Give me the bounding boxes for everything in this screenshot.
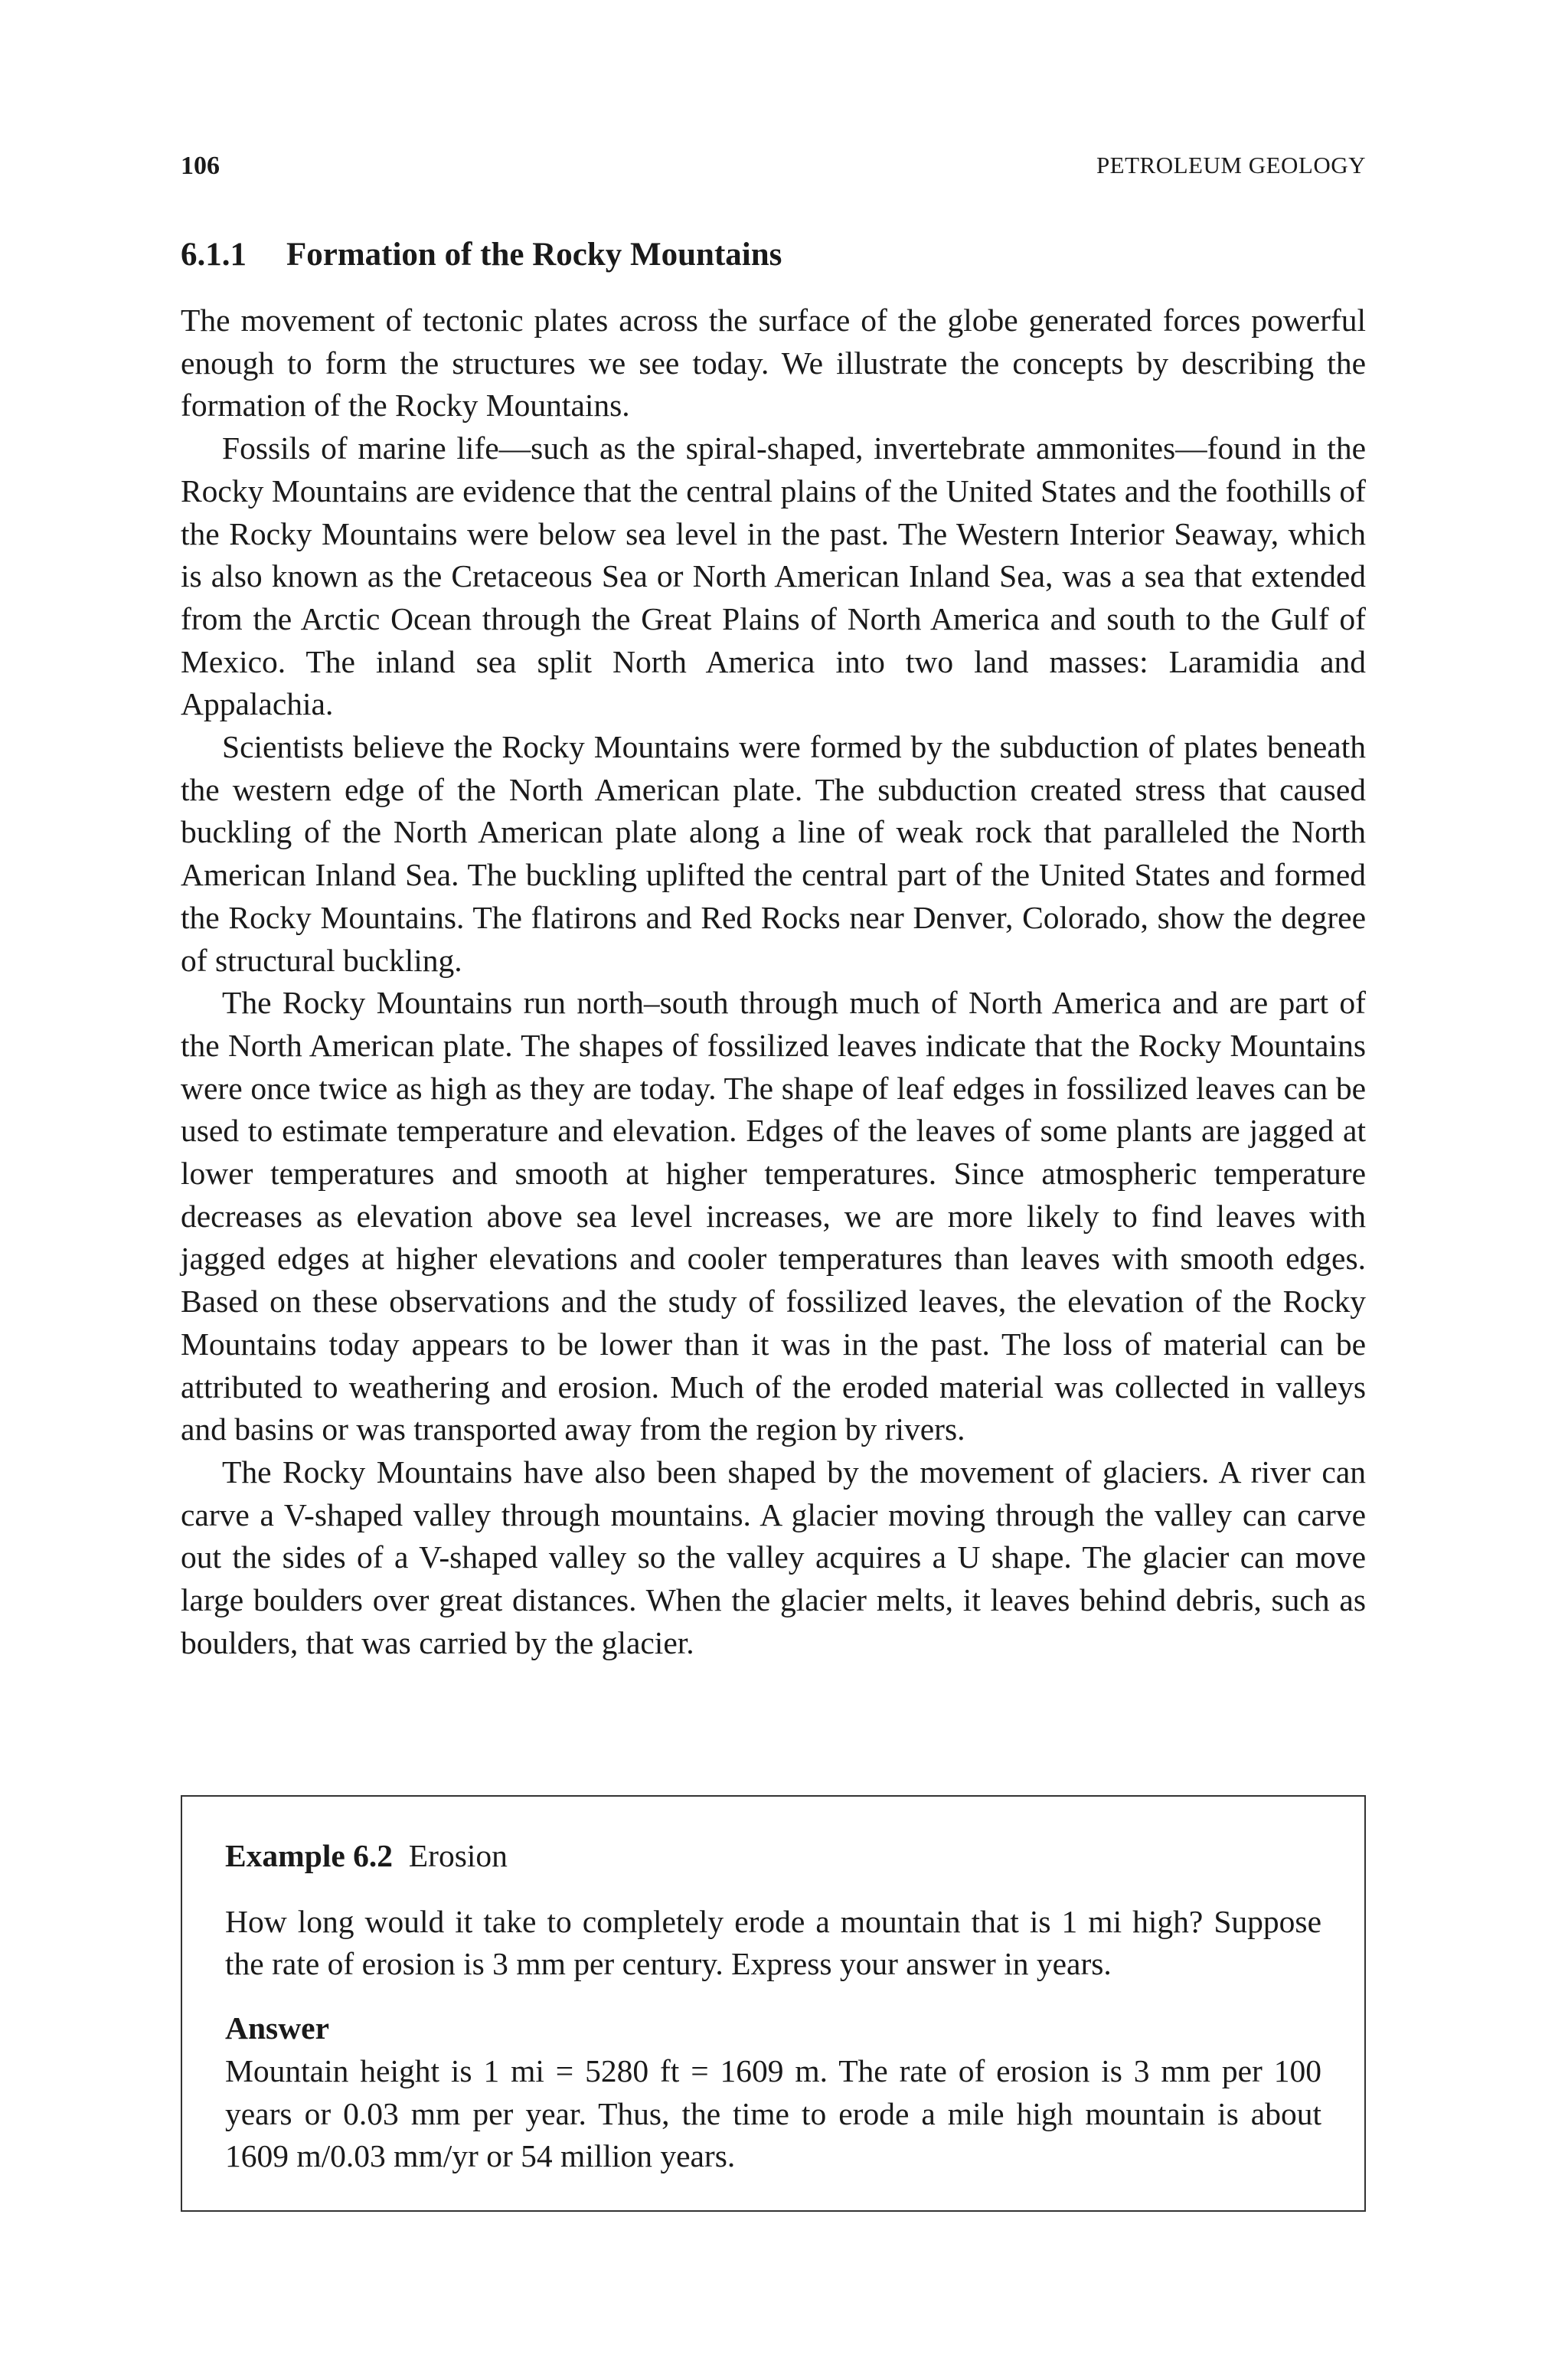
- section-heading: [181, 232, 782, 278]
- body-text: [181, 299, 1366, 1665]
- section-title: Formation of the Rocky Mountains: [286, 237, 782, 273]
- example-label: Example 6.2: [225, 1838, 394, 1873]
- example-title: [225, 1835, 1321, 1878]
- section-number: 6.1.1: [181, 237, 247, 273]
- example-answer: Mountain height is 1 mi = 5280 ft = 1609 m. The rate of erosion is 3 mm per 100 years or 0.03 mm per year. Thus, the time to erode a mile high mountain is about 1609 m/0.03 mm/yr or 54 million years.: [225, 2052, 1321, 2174]
- running-title: PETROLEUM GEOLOGY: [1096, 152, 1366, 178]
- paragraph-5: The Rocky Mountains have also been shaped by the movement of glaciers. A river can carve a V-shaped valley through mountains. A glacier moving through the valley can carve out the sides of a V-shaped valley so the valley acquires a U shape. The glacier can move large boulders over great distances. When the glacier melts, it leaves behind debris, such as boulders, that was carried by the glacier.: [181, 1454, 1366, 1660]
- example-box: [181, 1795, 1366, 2212]
- paragraph-1: The movement of tectonic plates across the surface of the globe generated forces powerful enough to form the structures we see today. We illustrate the concepts by describing the formation of the Rocky Mountains.: [181, 303, 1366, 424]
- page-number: 106: [181, 152, 220, 180]
- paragraph-4: The Rocky Mountains run north–south through much of North America and are part of the North American plate. The shapes of fossilized leaves indicate that the Rocky Mountains were once twice as high as they are today. The shape of leaf edges in fossilized leaves can be used to estimate temperature and elevation. Edges of the leaves of some plants are jagged at lower temperatures and smooth at higher temperatures. Since atmospheric temperature decreases as elevation above sea level increases, we are more likely to find leaves with jagged edges at higher elevations and cooler temperatures than leaves with smooth edges. Based on these observations and the study of fossilized leaves, the elevation of the Rocky Mountains today appears to be lower than it was in the past. The loss of material can be attributed to weathering and erosion. Much of the eroded material was collected in valleys and basins or was transported away from the region by rivers.: [181, 985, 1366, 1447]
- running-head: [181, 152, 1366, 190]
- example-question: How long would it take to completely erode a mountain that is 1 mi high? Suppose the rate of erosion is 3 mm per century. Express your answer in years.: [225, 1903, 1321, 1982]
- example-topic: Erosion: [408, 1838, 508, 1873]
- paragraph-2: Fossils of marine life—such as the spiral-shaped, invertebrate ammonites—found in the Rocky Mountains are evidence that the central plains of the United States and the foothills of the Rocky Mountains were below sea level in the past. The Western Interior Seaway, which is also known as the Cretaceous Sea or North American Inland Sea, was a sea that extended from the Arctic Ocean through the Great Plains of North America and south to the Gulf of Mexico. The inland sea split North America into two land masses: Laramidia and Appalachia.: [181, 430, 1366, 722]
- answer-heading: Answer: [225, 2010, 330, 2046]
- paragraph-3: Scientists believe the Rocky Mountains were formed by the subduction of plates beneath the western edge of the North American plate. The subduction created stress that caused buckling of the North American plate along a line of weak rock that paralleled the North American Inland Sea. The buckling uplifted the central part of the United States and formed the Rocky Mountains. The flatirons and Red Rocks near Denver, Colorado, show the degree of structural buckling.: [181, 729, 1366, 978]
